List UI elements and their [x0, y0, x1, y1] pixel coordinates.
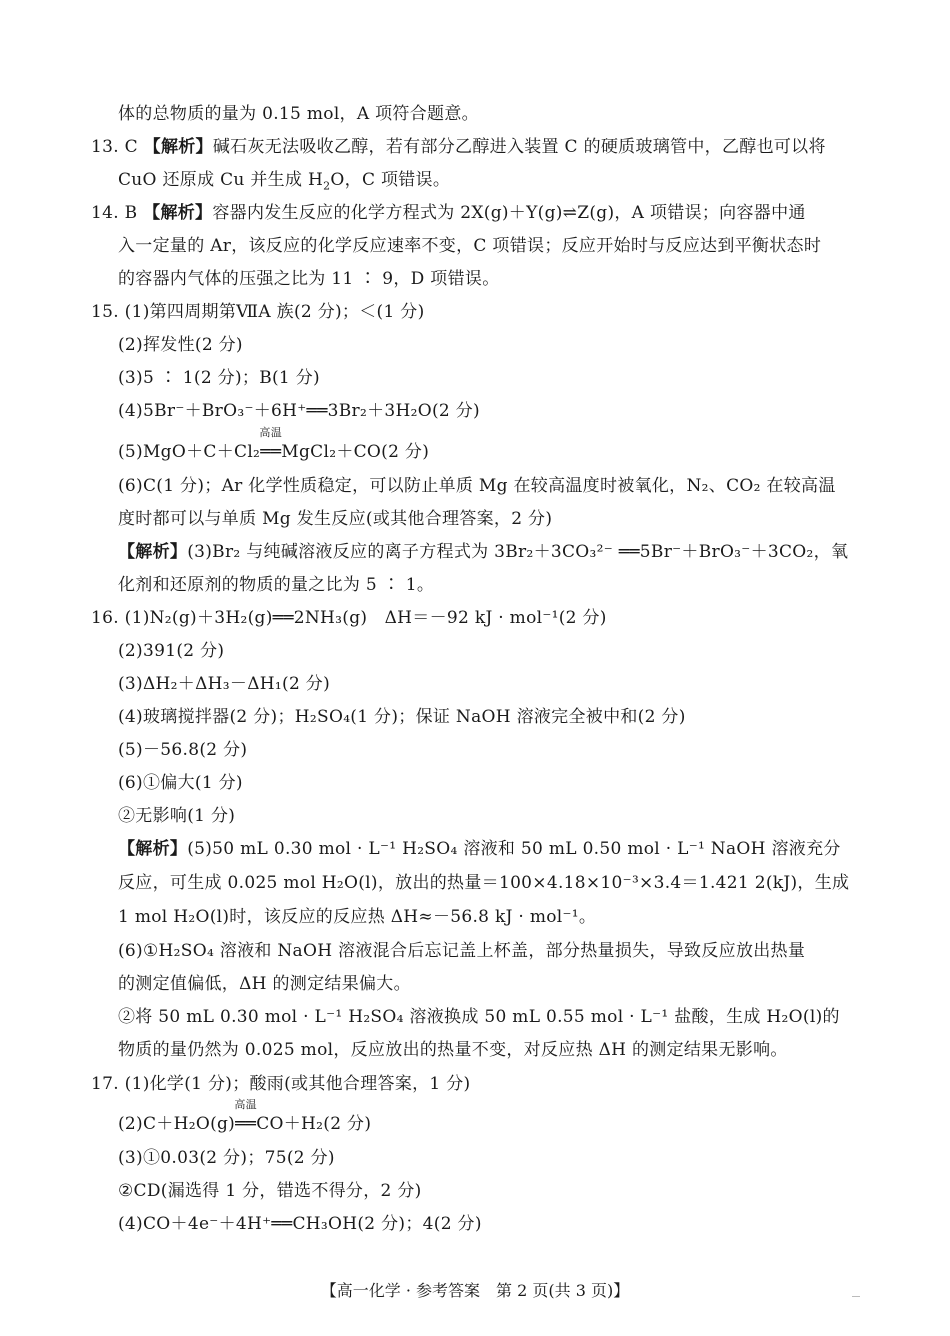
text-line: (6)①H₂SO₄ 溶液和 NaOH 溶液混合后忘记盖上杯盖，部分热量损失，导致反应放出热量	[118, 941, 806, 961]
text-line: (3)5 ∶ 1(2 分)；B(1 分)	[118, 368, 320, 388]
question-number: 14. B	[91, 203, 144, 223]
question-15-line: 15. (1)第四周期第ⅦA 族(2 分)；＜(1 分)	[91, 302, 425, 322]
analysis-line: 【解析】(5)50 mL 0.30 mol · L⁻¹ H₂SO₄ 溶液和 50 mL 0.50 mol · L⁻¹ NaOH 溶液充分	[118, 839, 841, 859]
scan-mark	[852, 1296, 860, 1297]
text-line: ②CD(漏选得 1 分，错选不得分，2 分)	[118, 1181, 422, 1201]
equation-line: (2)C＋H₂O(g) 高温 ══CO＋H₂(2 分)	[118, 1098, 372, 1134]
condition-label: 高温	[259, 426, 283, 439]
text: 容器内发生反应的化学方程式为 2X(g)＋Y(g)⇌Z(g)，A 项错误；向容器中通	[212, 203, 806, 223]
question-17-line: 17. (1)化学(1 分)；酸雨(或其他合理答案，1 分)	[91, 1074, 471, 1094]
text-line: ②将 50 mL 0.30 mol · L⁻¹ H₂SO₄ 溶液换成 50 mL 0.55 mol · L⁻¹ 盐酸，生成 H₂O(l)的	[118, 1007, 840, 1027]
analysis-line: 【解析】(3)Br₂ 与纯碱溶液反应的离子方程式为 3Br₂＋3CO₃²⁻ ══5Br⁻＋BrO₃⁻＋3CO₂，氧	[118, 542, 849, 562]
text: 碱石灰无法吸收乙醇，若有部分乙醇进入装置 C 的硬质玻璃管中，乙醇也可以将	[212, 137, 826, 157]
text-line: 物质的量仍然为 0.025 mol，反应放出的热量不变，对反应热 ΔH 的测定结果无影响。	[118, 1040, 788, 1060]
text-line: (4)玻璃搅拌器(2 分)；H₂SO₄(1 分)；保证 NaOH 溶液完全被中和(2 分)	[118, 707, 686, 727]
analysis-tag: 【解析】	[118, 542, 188, 562]
text-line: (3)ΔH₂＋ΔH₃－ΔH₁(2 分)	[118, 674, 331, 694]
text-line: (5)－56.8(2 分)	[118, 740, 248, 760]
text-line: 度时都可以与单质 Mg 发生反应(或其他合理答案，2 分)	[118, 509, 553, 529]
text-line: 的测定值偏低，ΔH 的测定结果偏大。	[118, 974, 411, 994]
equation-line: (4)CO＋4e⁻＋4H⁺══CH₃OH(2 分)；4(2 分)	[118, 1214, 482, 1234]
question-13-line	[91, 134, 826, 160]
text-line: 反应，可生成 0.025 mol H₂O(l)，放出的热量＝100×4.18×10⁻³×3.4＝1.421 2(kJ)，生成	[118, 873, 850, 893]
analysis-tag: 【解析】	[118, 839, 188, 859]
question-16-line: 16. (1)N₂(g)＋3H₂(g)══2NH₃(g) ΔH＝－92 kJ · mol⁻¹(2 分)	[91, 608, 607, 628]
text-line: CuO 还原成 Cu 并生成 $H_2O$，C 项错误。	[118, 170, 451, 193]
analysis-tag: 【解析】	[143, 203, 213, 223]
text-line: (2)391(2 分)	[118, 641, 225, 661]
text-line: 体的总物质的量为 0.15 mol，A 项符合题意。	[118, 104, 479, 124]
text-line: (3)①0.03(2 分)；75(2 分)	[118, 1148, 335, 1168]
text-line: ②无影响(1 分)	[118, 806, 236, 826]
text-line: 化剂和还原剂的物质的量之比为 5 ∶ 1。	[118, 575, 435, 595]
analysis-tag: 【解析】	[143, 137, 213, 157]
text-line: 的容器内气体的压强之比为 11 ∶ 9，D 项错误。	[118, 269, 500, 289]
text-line: 入一定量的 Ar，该反应的化学反应速率不变，C 项错误；反应开始时与反应达到平衡状态时	[118, 236, 822, 256]
text-line: (6)①偏大(1 分)	[118, 773, 243, 793]
question-number: 13. C	[91, 137, 144, 157]
page-footer: 【高一化学 · 参考答案 第 2 页(共 3 页)】	[320, 1281, 630, 1300]
text-line: (2)挥发性(2 分)	[118, 335, 243, 355]
question-14-line	[91, 200, 806, 226]
condition-label: 高温	[234, 1098, 257, 1111]
equation-line: (4)5Br⁻＋BrO₃⁻＋6H⁺══3Br₂＋3H₂O(2 分)	[118, 401, 480, 421]
equation-line: (5)MgO＋C＋Cl₂ 高温 ══MgCl₂＋CO(2 分)	[118, 426, 430, 462]
text-line: (6)C(1 分)；Ar 化学性质稳定，可以防止单质 Mg 在较高温度时被氧化，N₂、CO₂ 在较高温	[118, 476, 836, 496]
text-line: 1 mol H₂O(l)时，该反应的反应热 ΔH≈－56.8 kJ · mol⁻¹。	[118, 907, 597, 927]
